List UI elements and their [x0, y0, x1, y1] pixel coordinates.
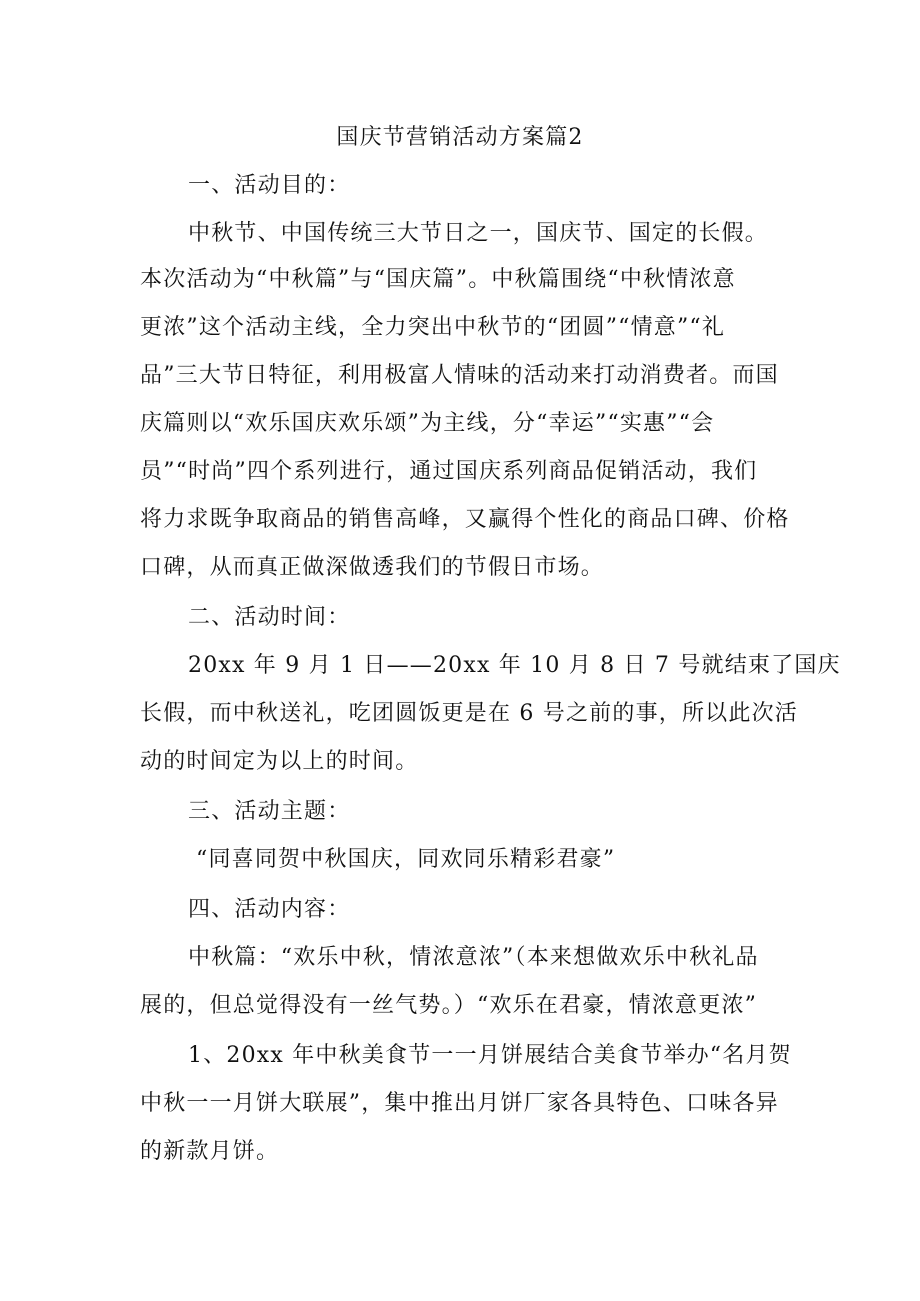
paragraph-line: 庆篇则以“欢乐国庆欢乐颂”为主线，分“幸运”“实惠”“会: [140, 411, 715, 436]
paragraph-line: 1、20xx 年中秋美食节一一月饼展结合美食节举办“名月贺: [188, 1043, 792, 1068]
paragraph-line: 口碑，从而真正做深做透我们的节假日市场。: [140, 555, 605, 580]
paragraph-line: 员”“时尚”四个系列进行，通过国庆系列商品促销活动，我们: [140, 459, 758, 484]
paragraph-line: 20xx 年 9 月 1 日——20xx 年 10 月 8 日 7 号就结束了国庆: [188, 653, 841, 678]
document-title: 国庆节营销活动方案篇2: [336, 125, 584, 150]
heading-content: 四、活动内容：: [188, 897, 351, 922]
paragraph-line: 中秋一一月饼大联展”，集中推出月饼厂家各具特色、口味各异: [140, 1091, 779, 1116]
heading-theme: 三、活动主题：: [188, 799, 351, 824]
paragraph-line: 将力求既争取商品的销售高峰，又赢得个性化的商品口碑、价格: [140, 507, 790, 532]
theme-slogan: “同喜同贺中秋国庆，同欢同乐精彩君豪”: [196, 847, 616, 872]
heading-time: 二、活动时间：: [188, 605, 351, 630]
paragraph-line: 长假，而中秋送礼，吃团圆饭更是在 6 号之前的事，所以此次活: [140, 701, 798, 726]
paragraph-line: 本次活动为“中秋篇”与“国庆篇”。中秋篇围绕“中秋情浓意: [140, 267, 736, 292]
paragraph-line: 的新款月饼。: [140, 1139, 280, 1164]
paragraph-line: 中秋节、中国传统三大节日之一，国庆节、国定的长假。: [188, 221, 769, 246]
paragraph-line: 品”三大节日特征，利用极富人情味的活动来打动消费者。而国: [140, 363, 779, 388]
heading-purpose: 一、活动目的：: [188, 173, 351, 198]
paragraph-line: 中秋篇：“欢乐中秋，情浓意浓”（本来想做欢乐中秋礼品: [188, 945, 759, 970]
paragraph-line: 更浓”这个活动主线，全力突出中秋节的“团圆”“情意”“礼: [140, 315, 726, 340]
paragraph-line: 展的，但总觉得没有一丝气势。）“欢乐在君豪，情浓意更浓”: [140, 993, 758, 1018]
paragraph-line: 动的时间定为以上的时间。: [140, 749, 419, 774]
